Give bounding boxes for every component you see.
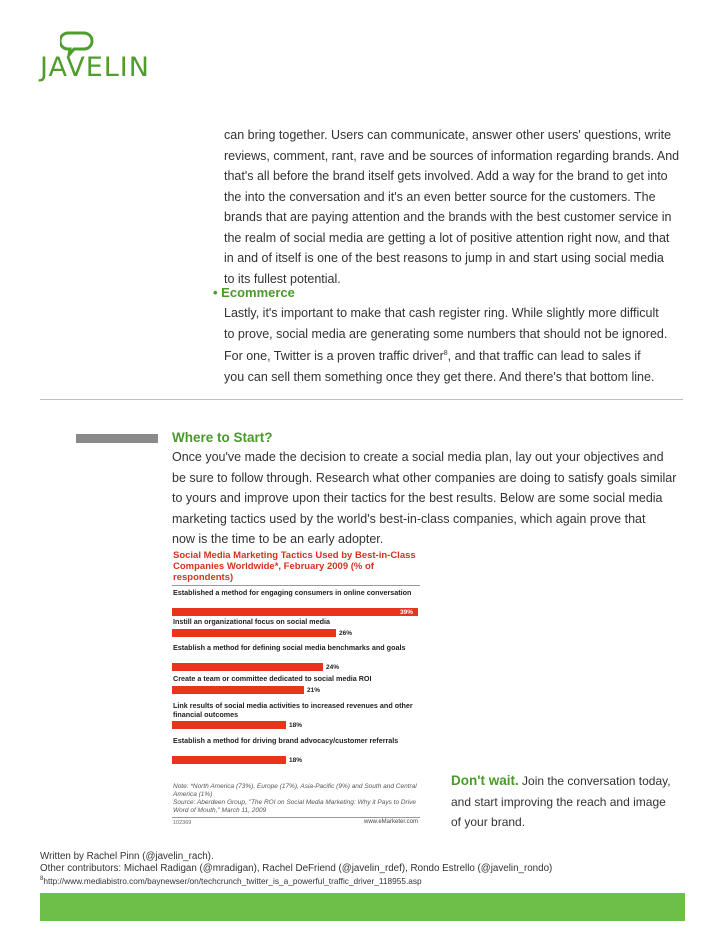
chart-bar-value: 39% bbox=[400, 608, 414, 616]
text-line bbox=[224, 344, 667, 367]
chart-bar-value: 18% bbox=[289, 756, 303, 764]
social-media-tactics-chart bbox=[172, 547, 420, 827]
author-line: Written by Rachel Pinn (@javelin_rach). bbox=[40, 851, 214, 862]
text-line: can bring together. Users can communicate, answer other users' questions, write bbox=[224, 128, 672, 142]
ecommerce-heading: • Ecommerce bbox=[213, 285, 295, 300]
chart-bar-value: 26% bbox=[339, 629, 353, 637]
section-marker-bar bbox=[76, 434, 158, 443]
chart-bar-label: Established a method for engaging consumers in online conversation bbox=[173, 588, 412, 597]
callout-text bbox=[451, 771, 671, 833]
section-divider bbox=[40, 399, 683, 400]
text-line: now is the time to be an early adopter. bbox=[172, 532, 384, 546]
text-line: to yours and improve upon their tactics for the best results. Below are some social media bbox=[172, 491, 663, 505]
text-line: the realm of social media are getting a lot of positive attention right now, and that bbox=[224, 230, 670, 245]
text-line: the into the conversation and it's an even better source for the customers. The bbox=[224, 189, 656, 204]
intro-paragraph bbox=[224, 125, 679, 289]
footnote-marker: 8 bbox=[443, 350, 448, 357]
credits bbox=[40, 851, 552, 887]
text-segment: For one, Twitter is a proven traffic driver bbox=[224, 349, 444, 364]
text-line: marketing tactics used by the world's best-in-class companies, which again prove that bbox=[172, 511, 646, 526]
chart-note bbox=[173, 783, 419, 815]
text-line: reviews, comment, rant, rave and be sources of information regarding brands. And bbox=[224, 148, 680, 163]
chart-bar bbox=[172, 686, 304, 694]
text-line: Once you've made the decision to create a social media plan, lay out your objectives and bbox=[172, 450, 664, 464]
text-line: be sure to follow through. Research what other companies are doing to satisfy goals similar bbox=[172, 470, 677, 485]
logo-wordmark: JAVELIN bbox=[40, 52, 150, 83]
text-line: you can sell them something once they get there. And there's that bottom line. bbox=[224, 369, 655, 384]
chart-bar-label: Create a team or committee dedicated to social media ROI bbox=[173, 674, 372, 683]
chart-bar bbox=[172, 629, 336, 637]
where-to-start-paragraph bbox=[172, 447, 676, 550]
chart-publisher: www.eMarketer.com bbox=[363, 819, 418, 825]
chart-bar-value: 21% bbox=[307, 686, 321, 694]
chart-bar-value: 24% bbox=[326, 663, 340, 671]
chart-bar-label: Instill an organizational focus on social media bbox=[173, 617, 330, 626]
footer-band bbox=[40, 893, 685, 921]
chart-source-text: Source: Aberdeen Group, "The ROI on Social Media Marketing: Why it Pays to Drive Word of Mouth," March 11, 2009 bbox=[173, 799, 417, 814]
chart-id: 102369 bbox=[173, 820, 192, 826]
chart-bar-value: 18% bbox=[289, 721, 303, 729]
chart-footer-rule bbox=[172, 817, 420, 818]
text-segment: , and that traffic can lead to sales if bbox=[447, 349, 641, 364]
text-line: that's all before the brand itself gets involved. Add a way for the brand to get into bbox=[224, 169, 668, 183]
contributors-line: Other contributors: Michael Radigan (@mradigan), Rachel DeFriend (@javelin_rdef), Rondo Estrello (@javelin_rondo) bbox=[40, 862, 553, 874]
text-line: to prove, social media are generating some numbers that should not be ignored. bbox=[224, 326, 668, 341]
chart-bar-label: Establish a method for defining social media benchmarks and goals bbox=[173, 643, 406, 652]
chart-title: Social Media Marketing Tactics Used by Best-in-Class Companies Worldwide*, February 2009 (% of respondents) bbox=[173, 550, 416, 583]
text-line: to its fullest potential. bbox=[224, 271, 341, 286]
chart-bar bbox=[172, 721, 286, 729]
where-to-start-heading: Where to Start? bbox=[172, 430, 273, 445]
chart-bar bbox=[172, 756, 286, 764]
footnote-number: 8 bbox=[40, 876, 44, 882]
text-line: Lastly, it's important to make that cash register ring. While slightly more difficult bbox=[224, 306, 659, 320]
text-line: brands that are paying attention and the brands with the best customer service in bbox=[224, 210, 672, 224]
text-line: in and of itself is one of the best reasons to jump in and start using social media bbox=[224, 251, 664, 265]
footnote-line bbox=[40, 874, 552, 887]
chart-title-rule bbox=[172, 585, 420, 586]
callout-heading: Don't wait. bbox=[451, 773, 519, 788]
chart-bar-label: Establish a method for driving brand advocacy/customer referrals bbox=[173, 736, 399, 745]
chart-note-text: Note: *North America (73%), Europe (17%), Asia-Pacific (9%) and South and Central America (1%) bbox=[173, 783, 417, 798]
chart-bar bbox=[172, 663, 323, 671]
chart-bar-label: Link results of social media activities to increased revenues and other financial outcomes bbox=[173, 701, 413, 719]
footnote-url: http://www.mediabistro.com/baynewser/on/techcrunch_twitter_is_a_powerful_traffic_driver_118955.asp bbox=[43, 875, 422, 886]
ecommerce-paragraph bbox=[224, 303, 667, 387]
chart-bar bbox=[172, 608, 418, 616]
callout-body: Join the conversation today, and start improving the reach and image of your brand. bbox=[451, 774, 671, 829]
